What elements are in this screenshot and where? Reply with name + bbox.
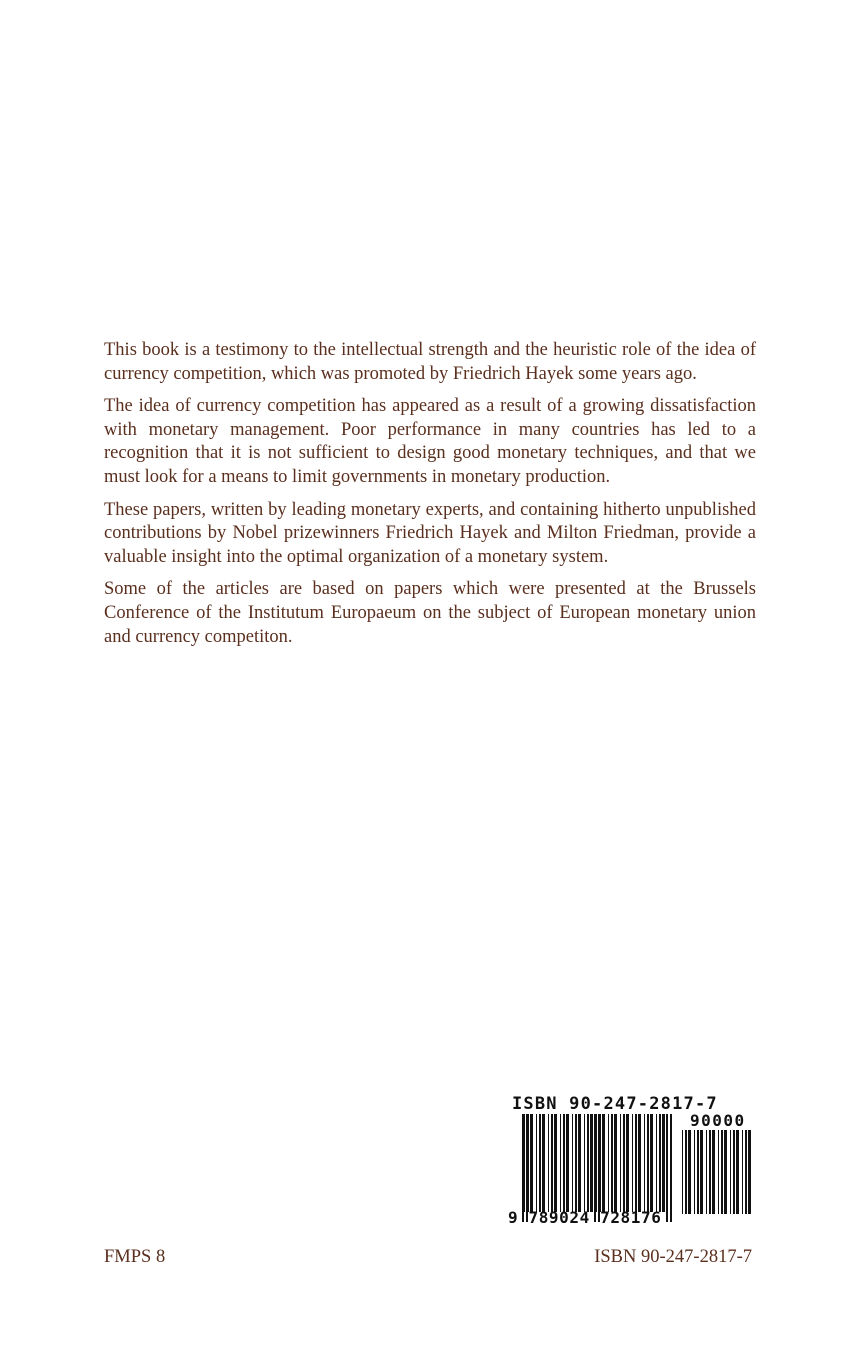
blurb-paragraph-1: This book is a testimony to the intellectual strength and the heuristic role of the idea of currency competition, which was promoted by Friedrich Hayek some years ago. — [104, 340, 756, 384]
barcode-addon-bar — [724, 1130, 727, 1214]
barcode-addon-bar — [730, 1130, 731, 1214]
barcode-bar — [572, 1114, 573, 1212]
barcode-bar — [644, 1114, 645, 1212]
barcode-addon-bar — [718, 1130, 719, 1214]
barcode-bar — [563, 1114, 565, 1212]
barcode-bar — [566, 1114, 569, 1212]
barcode-bar — [575, 1114, 577, 1212]
barcode-bar — [638, 1114, 641, 1212]
barcode-addon-bar — [682, 1130, 683, 1214]
barcode-bar — [626, 1114, 629, 1212]
back-cover-blurb — [104, 339, 756, 658]
barcode-bar — [590, 1114, 593, 1212]
barcode-bar — [608, 1114, 609, 1212]
isbn-footer: ISBN 90-247-2817-7 — [594, 1247, 752, 1267]
barcode-addon-bar — [736, 1130, 739, 1214]
barcode-bar — [623, 1114, 625, 1212]
blurb-paragraph-3: These papers, written by leading monetary experts, and containing hitherto unpublished contributions by Nobel prizewinners Friedrich Hayek and Milton Friedman, provide a valuable insight into the optimal organization of a monetary system. — [104, 499, 756, 567]
barcode-bar — [596, 1114, 597, 1212]
barcode-bar — [524, 1114, 525, 1212]
barcode-bar — [539, 1114, 541, 1212]
barcode-addon-bar — [745, 1130, 747, 1214]
barcode-bar — [650, 1114, 653, 1212]
barcode-addon-bar — [685, 1130, 687, 1214]
barcode-addon-bar — [694, 1130, 695, 1214]
barcode-bar — [659, 1114, 661, 1212]
barcode-bar — [635, 1114, 637, 1212]
barcode-bar — [656, 1114, 657, 1212]
barcode-addon-bar — [706, 1130, 707, 1214]
barcode-bar — [587, 1114, 589, 1212]
barcode-bar — [548, 1114, 549, 1212]
barcode-bar — [578, 1114, 581, 1212]
barcode-bar — [584, 1114, 585, 1212]
barcode-bar — [554, 1114, 557, 1212]
barcode-bar — [611, 1114, 613, 1212]
barcode-guard-bar — [522, 1114, 524, 1222]
barcode-bar — [614, 1114, 617, 1212]
barcode-ean-digits: 9 789024 728176 — [508, 1208, 662, 1227]
barcode-guard-bar — [670, 1114, 672, 1222]
barcode-addon-bar — [697, 1130, 699, 1214]
isbn-barcode — [508, 1094, 756, 1234]
barcode-addon-bar — [712, 1130, 715, 1214]
blurb-paragraph-2: The idea of currency competition has appeared as a result of a growing dissatisfaction with monetary management. Poor performance in many countries has led to a recognition that it is not sufficient to design good monetary techniques, and that we must look for a means to limit governments in monetary production. — [104, 396, 756, 487]
series-label: FMPS 8 — [104, 1247, 166, 1267]
barcode-bar — [662, 1114, 665, 1212]
barcode-addon-bar — [748, 1130, 751, 1214]
barcode-guard-bar — [666, 1114, 668, 1222]
barcode-isbn-caption: ISBN 90-247-2817-7 — [512, 1094, 718, 1114]
barcode-guard-bar — [526, 1114, 528, 1222]
barcode-addon-bar — [700, 1130, 703, 1214]
barcode-guard-bar — [598, 1114, 600, 1222]
barcode-bar — [647, 1114, 649, 1212]
barcode-bar — [530, 1114, 533, 1212]
barcode-bar — [620, 1114, 621, 1212]
barcode-addon-bar — [742, 1130, 743, 1214]
barcode-bar — [542, 1114, 545, 1212]
barcode-addon-bar — [688, 1130, 691, 1214]
barcode-addon-bar — [721, 1130, 723, 1214]
barcode-addon-bar — [709, 1130, 711, 1214]
barcode-bar — [560, 1114, 561, 1212]
barcode-bar — [632, 1114, 633, 1212]
barcode-bar — [551, 1114, 553, 1212]
barcode-bar — [602, 1114, 605, 1212]
barcode-bar — [536, 1114, 537, 1212]
barcode-addon-bar — [733, 1130, 735, 1214]
barcode-guard-bar — [594, 1114, 596, 1222]
blurb-paragraph-4: Some of the articles are based on papers which were presented at the Brussels Conference of the Institutum Europaeum on the subject of European monetary union and currency competiton. — [104, 579, 756, 647]
barcode-addon-digits: 90000 — [690, 1111, 746, 1130]
